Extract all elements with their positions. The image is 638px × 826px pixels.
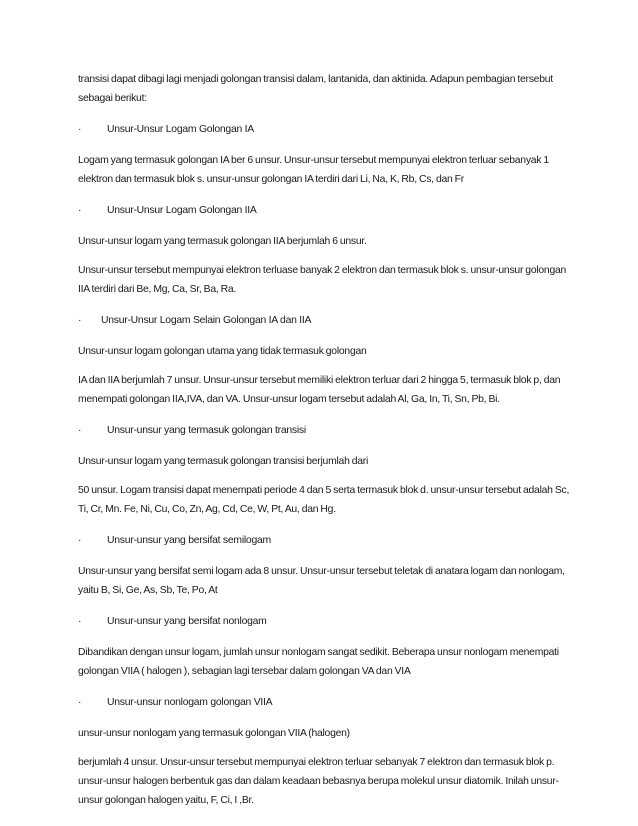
list-item-transisi (78, 421, 572, 440)
bullet-marker: · (78, 535, 82, 546)
list-item-label: Unsur-Unsur Logam Golongan IA (107, 124, 254, 135)
list-item-label: Unsur-unsur nonlogam golongan VIIA (107, 697, 273, 708)
list-item-label: Unsur-Unsur Logam Selain Golongan IA dan IIA (101, 315, 312, 326)
paragraph-golongan-iia-detail: Unsur-unsur tersebut mempunyai elektron terluase banyak 2 elektron dan termasuk blok s. unsur-unsur golongan IIA terdiri dari Be, Mg, Ca, Sr, Ba, Ra. (78, 265, 567, 295)
list-item-label: Unsur-unsur yang bersifat nonlogam (107, 616, 267, 627)
paragraph-halogen-detail: berjumlah 4 unsur. Unsur-unsur tersebut mempunyai elektron terluar sebanyak 7 elektron dan termasuk blok p. unsur-unsur halogen berbentuk gas dan dalam keadaan bebasnya berupa molekul unsur diatomik. Inilah unsur-unsur golongan halogen yaitu, F, Ci, I ,Br. (78, 757, 559, 806)
list-item-nonlogam-viia (78, 693, 572, 712)
list-item-selain-ia-iia (78, 311, 572, 330)
bullet-marker: · (78, 697, 82, 708)
paragraph-golongan-ia: Logam yang termasuk golongan IA ber 6 unsur. Unsur-unsur tersebut mempunyai elektron terluar sebanyak 1 elektron dan termasuk blok s. unsur-unsur golongan IA terdiri dari Li, Na, K, Rb, Cs, dan Fr (78, 155, 549, 185)
paragraph-transisi-detail: 50 unsur. Logam transisi dapat menempati periode 4 dan 5 serta termasuk blok d. unsur-unsur tersebut adalah Sc, Ti, Cr, Mn. Fe, Ni, Cu, Co, Zn, Ag, Cd, Ce, W, Pt, Au, dan Hg. (78, 485, 570, 515)
paragraph-golongan-iia-count: Unsur-unsur logam yang termasuk golongan IIA berjumlah 6 unsur. (78, 236, 367, 247)
paragraph-intro: transisi dapat dibagi lagi menjadi golongan transisi dalam, lantanida, dan aktinida. Adapun pembagian tersebut sebagai berikut: (78, 74, 553, 104)
bullet-marker: · (78, 205, 82, 216)
list-item-semilogam (78, 531, 572, 550)
list-item-golongan-ia (78, 120, 572, 139)
bullet-marker: · (78, 616, 82, 627)
paragraph-transisi-count: Unsur-unsur logam yang termasuk golongan transisi berjumlah dari (78, 456, 369, 467)
list-item-label: Unsur-unsur yang bersifat semilogam (107, 535, 271, 546)
list-item-label: Unsur-unsur yang termasuk golongan transisi (107, 425, 306, 436)
paragraph-semilogam: Unsur-unsur yang bersifat semi logam ada 8 unsur. Unsur-unsur tersebut teletak di anatara logam dan nonlogam, yaitu B, Si, Ge, As, Sb, Te, Po, At (78, 566, 565, 596)
document-body (78, 70, 572, 822)
paragraph-halogen-intro: unsur-unsur nonlogam yang termasuk golongan VIIA (halogen) (78, 728, 350, 739)
list-item-nonlogam (78, 612, 572, 631)
bullet-marker: · (78, 315, 82, 326)
list-item-golongan-iia (78, 201, 572, 220)
paragraph-golongan-utama-detail: IA dan IIA berjumlah 7 unsur. Unsur-unsur tersebut memiliki elektron terluar dari 2 hingga 5, termasuk blok p, dan menempati golongan IIA,IVA, dan VA. Unsur-unsur logam tersebut adalah Al, Ga, In, Ti, Sn, Pb, Bi. (78, 375, 561, 405)
list-item-label: Unsur-Unsur Logam Golongan IIA (107, 205, 257, 216)
paragraph-nonlogam: Dibandikan dengan unsur logam, jumlah unsur nonlogam sangat sedikit. Beberapa unsur nonlogam menempati golongan VIIA ( halogen ), sebagian lagi tersebar dalam golongan VA dan VIA (78, 647, 559, 677)
bullet-marker: · (78, 124, 82, 135)
paragraph-golongan-utama: Unsur-unsur logam golongan utama yang tidak termasuk golongan (78, 346, 367, 357)
bullet-marker: · (78, 425, 82, 436)
